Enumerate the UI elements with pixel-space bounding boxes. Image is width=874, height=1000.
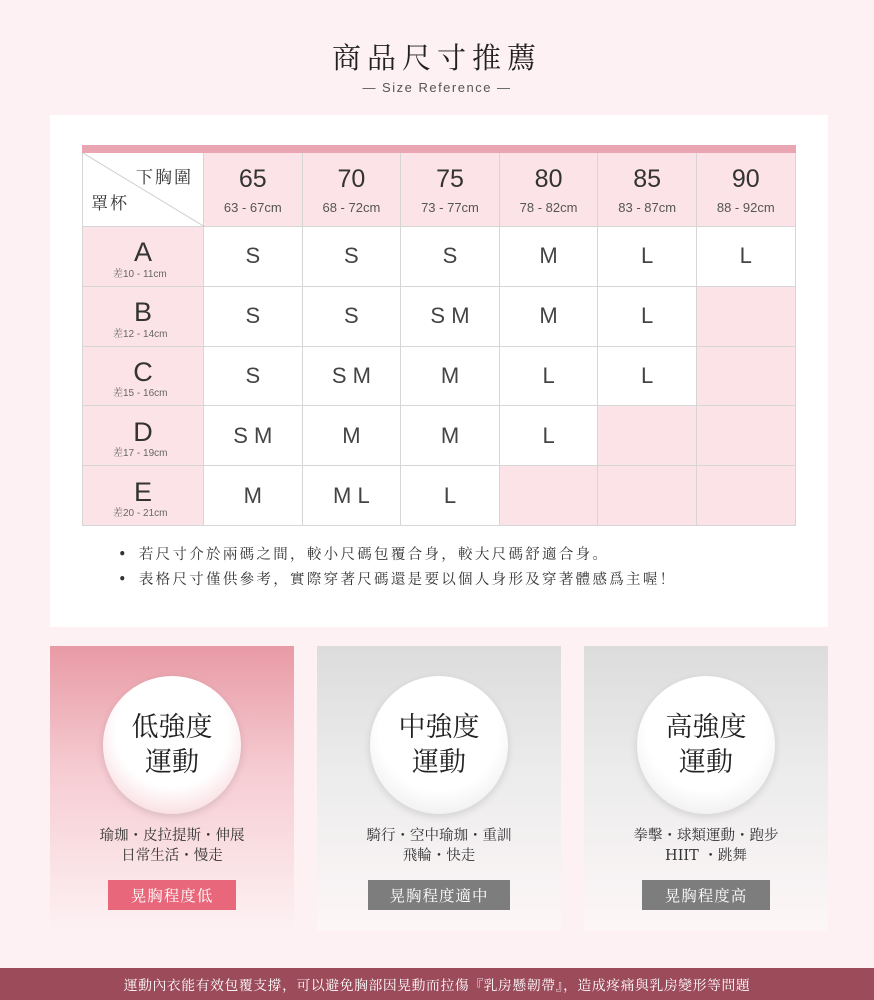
size-cell: M bbox=[204, 466, 303, 526]
cup-letter: C bbox=[133, 356, 153, 387]
column-size: 80 bbox=[534, 165, 563, 193]
activities-line: HIIT ・跳舞 bbox=[665, 848, 747, 864]
intensity-circle bbox=[103, 676, 241, 814]
empty-cell bbox=[697, 287, 796, 347]
column-size: 75 bbox=[436, 165, 464, 193]
intensity-subtitle: 運動 bbox=[679, 747, 733, 778]
column-header bbox=[598, 153, 697, 227]
size-cell: L bbox=[500, 406, 599, 466]
cup-label: 罩杯 bbox=[91, 194, 129, 214]
size-cell: S bbox=[204, 347, 303, 407]
column-range: 73 - 77cm bbox=[421, 200, 479, 215]
size-notes bbox=[118, 543, 676, 593]
column-header bbox=[204, 153, 303, 227]
size-table bbox=[82, 145, 796, 526]
cup-header bbox=[82, 287, 204, 347]
intensity-title: 低強度 bbox=[131, 712, 213, 743]
empty-cell bbox=[697, 347, 796, 407]
bounce-level-badge: 晃胸程度適中 bbox=[368, 880, 510, 910]
empty-cell bbox=[598, 466, 697, 526]
column-header bbox=[500, 153, 599, 227]
column-range: 63 - 67cm bbox=[223, 200, 282, 215]
column-range: 83 - 87cm bbox=[618, 200, 677, 215]
size-cell: M L bbox=[303, 466, 402, 526]
medium-intensity-panel bbox=[317, 646, 561, 930]
intensity-circle bbox=[637, 676, 775, 814]
activities-line: 拳擊・球類運動・跑步 bbox=[633, 828, 779, 844]
empty-cell bbox=[500, 466, 599, 526]
size-cell: S M bbox=[303, 347, 402, 407]
intensity-activities bbox=[317, 826, 561, 866]
column-header bbox=[401, 153, 500, 227]
size-cell: L bbox=[598, 347, 697, 407]
column-size: 85 bbox=[633, 165, 662, 193]
cup-header bbox=[82, 466, 204, 526]
size-cell: L bbox=[598, 287, 697, 347]
intensity-activities bbox=[50, 826, 294, 866]
size-cell: S bbox=[303, 227, 402, 287]
page-header bbox=[0, 0, 874, 112]
column-size: 90 bbox=[731, 165, 760, 193]
column-range: 78 - 82cm bbox=[519, 200, 578, 215]
note-item: • 表格尺寸僅供參考，實際穿著尺碼還是要以個人身形及穿著體感爲主喔！ bbox=[118, 568, 676, 593]
empty-cell bbox=[598, 406, 697, 466]
intensity-subtitle: 運動 bbox=[412, 747, 466, 778]
activities-line: 騎行・空中瑜珈・重訓 bbox=[366, 828, 512, 844]
cup-letter: A bbox=[133, 237, 152, 268]
bounce-level-badge: 晃胸程度低 bbox=[108, 880, 236, 910]
intensity-activities bbox=[584, 826, 828, 866]
empty-cell bbox=[697, 406, 796, 466]
activities-line: 日常生活・慢走 bbox=[121, 848, 223, 864]
intensity-title: 中強度 bbox=[398, 712, 480, 743]
cup-diff: 差20 - 21cm bbox=[113, 507, 168, 519]
cup-letter: D bbox=[133, 416, 153, 447]
cup-diff: 差17 - 19cm bbox=[113, 448, 168, 460]
intensity-circle bbox=[370, 676, 508, 814]
activities-line: 飛輪・快走 bbox=[402, 848, 476, 864]
size-cell: L bbox=[697, 227, 796, 287]
cup-diff: 差10 - 11cm bbox=[113, 268, 167, 280]
size-cell: L bbox=[401, 466, 500, 526]
column-header bbox=[697, 153, 796, 227]
column-size: 70 bbox=[337, 165, 366, 193]
empty-cell bbox=[697, 466, 796, 526]
size-cell: L bbox=[598, 227, 697, 287]
size-cell: S bbox=[303, 287, 402, 347]
cup-letter: B bbox=[133, 297, 152, 328]
size-cell: S bbox=[401, 227, 500, 287]
page-subtitle: — Size Reference — bbox=[362, 80, 512, 95]
intensity-title: 高強度 bbox=[665, 712, 747, 743]
intensity-subtitle: 運動 bbox=[145, 747, 199, 778]
low-intensity-panel bbox=[50, 646, 294, 930]
page-title: 商品尺寸推薦 bbox=[331, 41, 542, 75]
cup-letter: E bbox=[133, 476, 152, 507]
note-item: • 若尺寸介於兩碼之間，較小尺碼包覆合身，較大尺碼舒適合身。 bbox=[118, 543, 676, 568]
footer-banner: 運動內衣能有效包覆支撐，可以避免胸部因晃動而拉傷『乳房懸韌帶』，造成疼痛與乳房變形等問題 bbox=[0, 968, 874, 1000]
cup-diff: 差15 - 16cm bbox=[113, 388, 168, 400]
size-cell: S M bbox=[204, 406, 303, 466]
size-cell: S M bbox=[401, 287, 500, 347]
activities-line: 瑜珈・皮拉提斯・伸展 bbox=[99, 828, 245, 844]
table-corner bbox=[82, 153, 204, 227]
cup-header bbox=[82, 227, 204, 287]
column-size: 65 bbox=[238, 165, 267, 193]
size-cell: M bbox=[401, 347, 500, 407]
size-cell: S bbox=[204, 227, 303, 287]
column-range: 88 - 92cm bbox=[716, 200, 775, 215]
column-range: 68 - 72cm bbox=[322, 200, 381, 215]
high-intensity-panel bbox=[584, 646, 828, 930]
bounce-level-badge: 晃胸程度高 bbox=[642, 880, 770, 910]
size-cell: M bbox=[500, 287, 599, 347]
cup-header bbox=[82, 406, 204, 466]
size-grid bbox=[82, 153, 796, 526]
cup-header bbox=[82, 347, 204, 407]
size-cell: M bbox=[500, 227, 599, 287]
size-cell: M bbox=[401, 406, 500, 466]
column-header bbox=[303, 153, 402, 227]
size-cell: S bbox=[204, 287, 303, 347]
underbust-label: 下胸圍 bbox=[136, 168, 193, 188]
size-cell: M bbox=[303, 406, 402, 466]
size-cell: L bbox=[500, 347, 599, 407]
cup-diff: 差12 - 14cm bbox=[113, 328, 168, 340]
